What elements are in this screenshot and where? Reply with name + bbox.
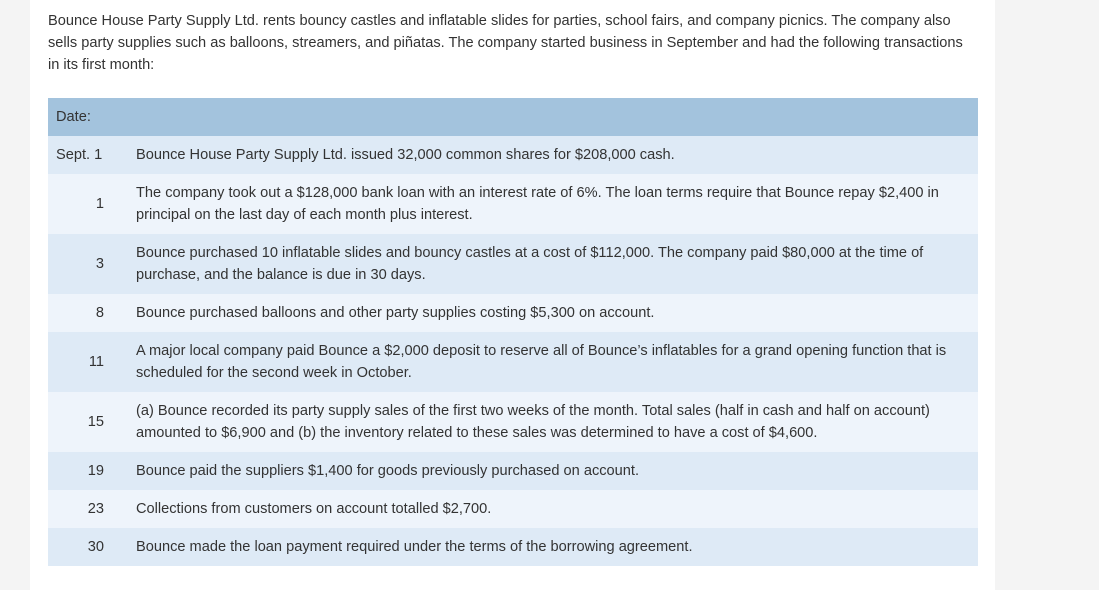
row-date: 15 — [87, 414, 104, 430]
row-description: Bounce purchased 10 inflatable slides and bouncy castles at a cost of $112,000. The company paid $80,000 at the time of purchase, and the balance is due in 30 days. — [136, 245, 924, 283]
table-row — [48, 528, 978, 566]
table-row — [48, 174, 978, 234]
row-description: A major local company paid Bounce a $2,000 deposit to reserve all of Bounce’s inflatables for a grand opening function that is scheduled for the second week in October. — [136, 343, 947, 381]
row-description: The company took out a $128,000 bank loan with an interest rate of 6%. The loan terms require that Bounce repay $2,400 in principal on the last day of each month plus interest. — [136, 185, 939, 223]
date-column-header: Date: — [56, 109, 91, 125]
intro-paragraph: Bounce House Party Supply Ltd. rents bouncy castles and inflatable slides for parties, school fairs, and company picnics. The company also sells party supplies such as balloons, streamers, and piñatas. The company started business in September and had the following transactions in its first month: — [48, 13, 963, 73]
row-date: 30 — [87, 539, 104, 555]
table-row — [48, 136, 978, 174]
row-description: Bounce House Party Supply Ltd. issued 32,000 common shares for $208,000 cash. — [136, 147, 675, 163]
row-date: 8 — [95, 305, 104, 321]
row-date: 23 — [87, 501, 104, 517]
row-date: Sept. 1 — [56, 147, 103, 163]
transactions-table — [48, 98, 978, 566]
table-row — [48, 234, 978, 294]
table-row — [48, 490, 978, 528]
table-row — [48, 332, 978, 392]
row-description: Bounce purchased balloons and other party supplies costing $5,300 on account. — [136, 305, 655, 321]
row-date: 1 — [95, 196, 104, 212]
row-description: Bounce paid the suppliers $1,400 for goods previously purchased on account. — [136, 463, 640, 479]
page-content — [30, 0, 995, 590]
row-description: Bounce made the loan payment required under the terms of the borrowing agreement. — [136, 539, 693, 555]
row-date: 3 — [95, 256, 104, 272]
row-description: Collections from customers on account totalled $2,700. — [136, 501, 492, 517]
table-header — [48, 98, 978, 136]
table-row — [48, 294, 978, 332]
row-description: (a) Bounce recorded its party supply sales of the first two weeks of the month. Total sales (half in cash and half on account) amounted to $6,900 and (b) the inventory related to these sales was determined to have a cost of $4,600. — [136, 403, 930, 441]
row-date: 11 — [88, 354, 104, 370]
table-row — [48, 392, 978, 452]
row-date: 19 — [87, 463, 104, 479]
table-row — [48, 452, 978, 490]
